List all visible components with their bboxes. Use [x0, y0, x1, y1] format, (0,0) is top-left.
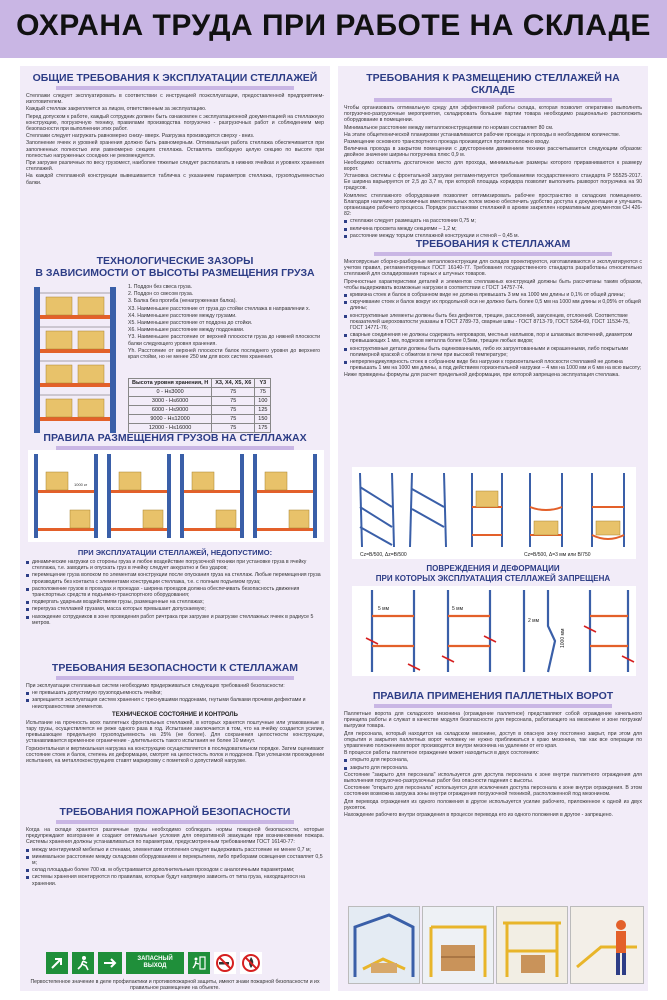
- general-text: [26, 93, 324, 186]
- table-cell: 0 - H≤3000: [129, 388, 212, 397]
- no-smoking-icon: [214, 952, 236, 974]
- formula-left: Cz=B/500, Δz=B/500: [360, 552, 407, 558]
- table-cell: 6000 - H≤9000: [129, 406, 212, 415]
- table-cell: 9000 - H≤12000: [129, 415, 212, 424]
- table-header: X3, X4, X5, X6: [212, 379, 255, 388]
- list-item: нахождение сотрудников в зоне проведения работ ричтрака при загрузке и разгрузке стеллажных ячеек в радиусе 5 метров.: [26, 614, 324, 626]
- paragraph: Комплекс стеллажного оборудования позволяет оптимизировать рабочее пространство в складских помещениях. Благодаря наличию эргономичных вместительных полок можно обеспечить удобство доступа к документации и улучшить организацию рабочего процесса. Порядок расстановки стеллажей в архиве закреплен нормативным документом СН 426-82:: [344, 192, 642, 218]
- fire-footer: Первостепенное значение в деле профилактики и противопожарной защиты, имеют знаки пожарной безопасности и их правильное размещение на объекте.: [30, 979, 320, 992]
- pallet-gates-section: [344, 690, 642, 819]
- list-item: скручивание стоек и балок вокруг их продольной оси не должно быть более 0,5 мм на 1000 мм длины и 0,05% от общей длины;: [344, 299, 642, 311]
- gaps-table: [128, 378, 271, 433]
- table-cell: 125: [255, 406, 271, 415]
- placement-rules-heading: ПРАВИЛА РАЗМЕЩЕНИЯ ГРУЗОВ НА СТЕЛЛАЖАХ: [43, 432, 307, 444]
- paragraph: Горизонтальная и вертикальная нагрузка на конструкцию осуществляется в последовательном порядке. Затем оценивают состояние стоек и балок, степень их деформации, смотрят на целостность полок и поддонов. При успешном прохождении испытания, на металлоконструкциях ставят маркировку с пометкой о допустимой нагрузке.: [26, 745, 324, 765]
- legend-line: Yh. Расстояние от верхней плоскости балок последнего уровня до верхнего края стойки, но не менее 250 мм для всех систем хранения.: [128, 347, 320, 361]
- formula-right: Cz=B/500, Δ=3 мм или B/750: [524, 552, 591, 558]
- legend-line: 1. Поддон без свеса груза.: [128, 284, 193, 290]
- damage-1000mm-label: 1000 мм: [560, 628, 566, 648]
- table-cell: 12000 - H≤16000: [129, 424, 212, 433]
- tech-control-heading: ТЕХНИЧЕСКОЕ СОСТОЯНИЕ И КОНТРОЛЬ: [112, 711, 238, 718]
- placement-rules-illustration: [28, 450, 324, 542]
- paragraph: Состояние "закрыто для персонала" используется для доступа персонала к зоне внутри паллетного ограждения для выполнения погрузочно-разгрузочных работ без опасности падения с высоты.: [344, 771, 642, 785]
- evacuation-person-icon: [72, 952, 94, 974]
- rack-formula-note: Ниже приведены формулы для расчет предельной деформации, при которой запрещена эксплуатация стеллажа.: [344, 372, 620, 379]
- list-item: перемещение груза волоком по элементам конструкции после опускания груза на стеллаж. Любые перемещения груза производить без контакта с элементами конструкции стеллажа, т.е. с полным подъемом груза;: [26, 572, 324, 584]
- table-row: [129, 388, 271, 397]
- list-item: величина просвета между секциями – 1,2 м;: [344, 226, 642, 232]
- paragraph: В процессе работы паллетное ограждение может находиться в двух состояниях:: [344, 750, 540, 757]
- page-title: ОХРАНА ТРУДА ПРИ РАБОТЕ НА СКЛАДЕ: [16, 9, 651, 42]
- fire-intro: Когда на складе хранятся различные грузы необходимо соблюдать нормы пожарной безопасности, которые предупреждают возгорание и создают оптимальные условия для оперативной эвакуации при возникновении пожара. Системы хранения должны устанавливаться по параметрам, предусмотренным требованиями ГОСТ 16140-77:: [26, 827, 324, 846]
- table-cell: 75: [212, 424, 255, 433]
- paragraph: Состояние "открыто для персонала" используется для исключения доступа персонала к зоне внутри ограждения. В этом состоянии возможна загрузка зоны внутри ограждения погрузочной техникой, расположенной под мезонином.: [344, 785, 642, 798]
- damage-heading: ПОВРЕЖДЕНИЯ И ДЕФОРМАЦИИ: [426, 564, 560, 573]
- damage-5mm-label-2: 5 мм: [452, 606, 464, 612]
- rack-placement-heading: ТРЕБОВАНИЯ К РАЗМЕЩЕНИЮ СТЕЛЛАЖЕЙ НА СКЛАДЕ: [366, 72, 620, 96]
- damage-diagram: [352, 586, 636, 676]
- table-cell: 75: [212, 406, 255, 415]
- gaps-section: [26, 255, 324, 279]
- list-item: системы хранения монтируются по правилам, которые будут напрямую зависеть от типа груза, находящегося на хранении.: [26, 874, 324, 886]
- legend-line: Х5. Наименьшее расстояние от поддона до стойки.: [128, 320, 253, 327]
- list-item: непрерпендикулярность стоек в собранном виде без нагрузки к горизонтальной плоскости стеллажей не должна превышать 1 мм на 1000 мм длины, а под действием горизонтальной нагрузки – 4 мм на 1000 мм и 6 мм на всю высоту;: [344, 359, 642, 371]
- safety-heading: ТРЕБОВАНИЯ БЕЗОПАСНОСТИ К СТЕЛЛАЖАМ: [51, 662, 299, 674]
- divider: [56, 86, 294, 90]
- table-header: Высота уровня хранения, H: [129, 379, 212, 388]
- table-cell: 75: [255, 388, 271, 397]
- damage-2mm-label: 2 мм: [528, 618, 540, 624]
- gaps-table-wrap: [128, 378, 271, 433]
- paragraph: Нахождение рабочего внутри ограждения в процессе перевода его из одного положения в другое - запрещено.: [344, 812, 613, 819]
- gaps-legend: [128, 284, 320, 361]
- list-item: динамические нагрузки со стороны груза и любое воздействие погрузочной техники при установке груза в ячейку стеллажа, т.е. заводить и опускать груз в ячейку следует аккуратно и без ударов;: [26, 559, 324, 571]
- paragraph: Для перевода ограждения из одного положения в другое используется усилие рабочего, приложенное к одной из двух рукояток.: [344, 798, 642, 811]
- list-item: конструктивные элементы должны быть без дефектов, трещин, расслоений, закусенцев, отслоений. Соответствие показателей шероховатости указаны в ГОСТ 2789-73, сварные швы - ГОСТ 8713-79, ГОСТ 5264-69, ГОСТ 11534-75, ГОСТ 14771-76;: [344, 313, 642, 332]
- rack-gap-diagram: [30, 285, 122, 435]
- paragraph: Размещение основного транспортного проезда производится противоположно входу.: [344, 139, 550, 146]
- list-item: кривизна стоек и балок в собранном виде не должна превышать 3 мм на 1000 мм длины и 0,1% от общей длины;: [344, 292, 642, 298]
- fire-heading: ТРЕБОВАНИЯ ПОЖАРНОЙ БЕЗОПАСНОСТИ: [59, 806, 291, 818]
- damage-subheading: ПРИ КОТОРЫХ ЭКСПЛУАТАЦИЯ СТЕЛЛАЖЕЙ ЗАПРЕЩЕНА: [375, 574, 611, 583]
- paragraph: Прочностные характеристики деталей и элементов стеллажных конструкций должны быть рассчитаны таким образом, чтобы выдерживать возможные нагрузки в соответствии с ГОСТ 14757-74.: [344, 278, 642, 291]
- list-item: минимальное расстояние между складским оборудованием и перекрытием, либо приборами освещения составляет 0,5 м;: [26, 854, 324, 866]
- divider: [56, 676, 294, 680]
- divider: [56, 820, 294, 824]
- paragraph: Необходимо оставлять достаточное место для прохода, минимальные размеры которого приравниваются к размеру ворот.: [344, 159, 642, 172]
- safety-intro: При эксплуатации стеллажных систем необходимо придерживаться следующих требований безопасности:: [26, 683, 285, 689]
- paragraph: Испытание на прочность всех паллетных фронтальных стеллажей, в которых хранятся поштучные или упакованные в тару грузы, осуществляется не реже одного раза в год. Испытание заключается в том, что на ячейку создается усилие, превышающее предельную грузоподъемность на 25% (не более). Для сохранения целостности конструкции, устанавливается временное ограничение - длительность такого испытания не более 10 минут.: [26, 719, 324, 745]
- prohibited-heading: ПРИ ЭКСПЛУАТАЦИИ СТЕЛЛАЖЕЙ, НЕДОПУСТИМО:: [77, 548, 273, 557]
- pallet-gates-heading: ПРАВИЛА ПРИМЕНЕНИЯ ПАЛЛЕТНЫХ ВОРОТ: [372, 690, 614, 702]
- legend-line: Х4. Наименьшее расстояние между грузами.: [128, 312, 237, 319]
- paragraph: Каждый стеллаж закрепляется за лицом, ответственным за эксплуатацию.: [26, 106, 207, 113]
- list-item: стеллажи следует размещать на расстоянии 0,75 м;: [344, 218, 642, 224]
- safety-section: [26, 662, 324, 765]
- paragraph: Заполнение ячеек и уровней хранения должно быть равномерным. Оптимальная работа стеллажа обеспечивается при заполненных полностью или равномерно секциях стеллажа. Оставлять свободную целую секцию по высоте при полностью нагруженных соседних не рекомендуется.: [26, 140, 324, 159]
- fire-section: [26, 806, 324, 888]
- paragraph: При загрузке различных по весу грузомест, наиболее тяжелые следует располагать в нижних ячейках и уровнях хранения стеллажей.: [26, 160, 324, 173]
- rack-requirements-section: [344, 238, 642, 380]
- list-item: между монтируемой мебелью и стенами, элементами отопления следует выдерживать расстояние не менее 0,7 м;: [26, 847, 324, 853]
- rack-placement-section: [344, 72, 642, 240]
- pallet-gate-photo-2: [422, 906, 494, 984]
- gaps-heading: ТЕХНОЛОГИЧЕСКИЕ ЗАЗОРЫ: [96, 255, 254, 267]
- paragraph: Установка системы с фронтальной загрузки регламентируется требованиями государственного стандарта Р 55525-2017. Ее ширина варьируется от 2,5 до 3,7 м, при которой площадь коридора позволит выполнить разворот погрузчика на 90 градусов.: [344, 173, 642, 192]
- paragraph: Многоярусные сборно-разборные металлоконструкции для складов проектируются, изготавливаются и эксплуатируются с учетом правил, регламентируемых ГОСТ 16140-77. Требования государственного стандарта разработаны относительно стеллажей для складирования тарных и штучных товаров.: [344, 259, 642, 278]
- legend-line: Х3. Наименьшее расстояние от груза до стойки стеллажа в направлении х.: [128, 305, 311, 312]
- list-item: запрещается эксплуатация систем хранения с треснувшими поддонами, гнутыми балками прочими дефектами и неисправностями элементов.: [26, 697, 324, 709]
- legend-line: 3. Балка без прогиба (ненагруженная балка).: [128, 298, 237, 305]
- table-cell: 75: [212, 415, 255, 424]
- pallet-gate-photo-4: [570, 906, 644, 984]
- general-heading: ОБЩИЕ ТРЕБОВАНИЯ К ЭКСПЛУАТАЦИИ СТЕЛЛАЖЕЙ: [32, 72, 318, 84]
- table-row: [129, 415, 271, 424]
- list-item: расположение грузов в проходах и проездах - ширина проездов должна обеспечивать безопасность движения транспортных средств и подъемно-транспортного оборудования;: [26, 586, 324, 598]
- emergency-exit-sign: ЗАПАСНЫЙ ВЫХОД: [126, 952, 184, 974]
- list-item: расстояние между торцом стеллажной конструкции и стеной – 0,45 м.: [344, 233, 642, 239]
- paragraph: Паллетные ворота для складского мезонина (ограждение паллетное) представляют собой ограждение качельного принципа работы и служат в качестве модуля безопасности для персонала, работающего на мезонине и зоне погрузки/выгрузки товара.: [344, 711, 642, 730]
- rack-deformation-diagram: [352, 467, 636, 559]
- table-row: [129, 397, 271, 406]
- general-section: [26, 72, 324, 187]
- list-item: конструктивные детали должны быть оцинкованными, либо их загрунтованными и окрашенными, либо покрытыми полимерной краской с обжигом в печи при высокой температуре;: [344, 346, 642, 358]
- pallet-gate-photo-1: [348, 906, 420, 984]
- list-item: не превышать допустимую грузоподъемность ячейки;: [26, 690, 324, 696]
- exit-arrow-icon: [46, 952, 68, 974]
- paragraph: На каждой стеллажной конструкции вывешивается табличка с указанием параметров стеллажа, грузоподъемностью балки.: [26, 173, 324, 186]
- table-header: Y3: [255, 379, 271, 388]
- list-item: перегруза стеллажей грузами, масса которых превышает допускаемую;: [26, 606, 324, 612]
- paragraph: Величина прохода в закрытом помещении с двусторонним движением техники рассчитывается следующим образом: двойное значение ширины погрузчика плюс 0,9 м.: [344, 146, 642, 159]
- gaps-subheading: В ЗАВИСИМОСТИ ОТ ВЫСОТЫ РАЗМЕЩЕНИЯ ГРУЗА: [35, 267, 315, 279]
- paragraph: Для персонала, который находится на складском мезонине, доступ в опасную зону постоянно закрыт, при этом для открытия и закрытия паллетных ворот человеку не нужно приближаться к краю мезонина, так как все операции по управлению положением ворот производятся внутри мезонина на удалении от его края.: [344, 730, 642, 750]
- legend-line: Y3. Наименьшее расстояние от верхней плоскости груза до нижней плоскости балки следующего уровня хранения.: [128, 334, 320, 347]
- exit-door-icon: [188, 952, 210, 974]
- paragraph: Перед допуском к работе, каждый сотрудник должен быть ознакомлен с эксплуатационной документацией на стеллажную конструкцию, погрузочную технику, правилами производства погрузочно - разгрузочных работ и соблюдением мер безопасности при выполнении этих работ.: [26, 113, 324, 133]
- no-open-flame-icon: [240, 952, 262, 974]
- list-item: открыто для персонала,: [344, 757, 642, 763]
- divider: [374, 98, 612, 102]
- paragraph: Чтобы организовать оптимальную среду для эффективной работы склада, которая позволит оперативно выполнять погрузочно-разгрузочные мероприятия, складировать большие партии товара необходимо рационально расположить оборудование в помещении.: [344, 105, 642, 124]
- paragraph: На этапе общетехнической планировки устанавливаются рабочие проезды и проходы в необходимом количестве.: [344, 131, 621, 138]
- list-item: сварные соединения не должны содержать непроваров, местных наплывов, пор и шлаковых включений, диаметром превышающих 1 мм, подрезов металла более 0,5мм, трещин любых видов;: [344, 332, 642, 344]
- header-bar: [0, 0, 667, 58]
- legend-line: 2. Поддон со свесом груза.: [128, 291, 194, 298]
- prohibited-section: [26, 547, 324, 627]
- damage-5mm-label-1: 5 мм: [378, 606, 390, 612]
- paragraph: Стеллажи следует нагружать равномерно снизу- вверх. Разгрузка производится сверху - вниз.: [26, 133, 255, 140]
- table-row: [129, 406, 271, 415]
- table-cell: 3000 - H≤6000: [129, 397, 212, 406]
- pallet-gate-photo-3: [496, 906, 568, 984]
- fire-signs: [46, 952, 262, 974]
- arrow-right-icon: [98, 952, 122, 974]
- list-item: подвергать ударным воздействиям грузы, размещенные на стеллажах;: [26, 599, 324, 605]
- legend-line: Х6. Наименьшее расстояние между поддонами.: [128, 327, 245, 334]
- table-cell: 75: [212, 388, 255, 397]
- divider: [374, 252, 612, 256]
- paragraph: Минимальное расстояние между металлоконструкциями по нормам составляет 80 см.: [344, 124, 554, 131]
- divider: [374, 704, 612, 708]
- table-cell: 100: [255, 397, 271, 406]
- damage-section: [344, 564, 642, 584]
- paragraph: Стеллажи следует эксплуатировать в соответствии с инструкцией поэксплуатации, предоставленной предприятием-изготовителем.: [26, 93, 324, 106]
- table-cell: 75: [212, 397, 255, 406]
- rack-requirements-heading: ТРЕБОВАНИЯ К СТЕЛЛАЖАМ: [415, 238, 571, 250]
- list-item: склад площадью более 700 кв. м обустраивается дополнительным проходом с аналогичными параметрами;: [26, 867, 324, 873]
- table-cell: 150: [255, 415, 271, 424]
- table-cell: 175: [255, 424, 271, 433]
- list-item: закрыто для персонала.: [344, 765, 642, 771]
- cargo-weight-label: 1000 кг: [74, 482, 88, 487]
